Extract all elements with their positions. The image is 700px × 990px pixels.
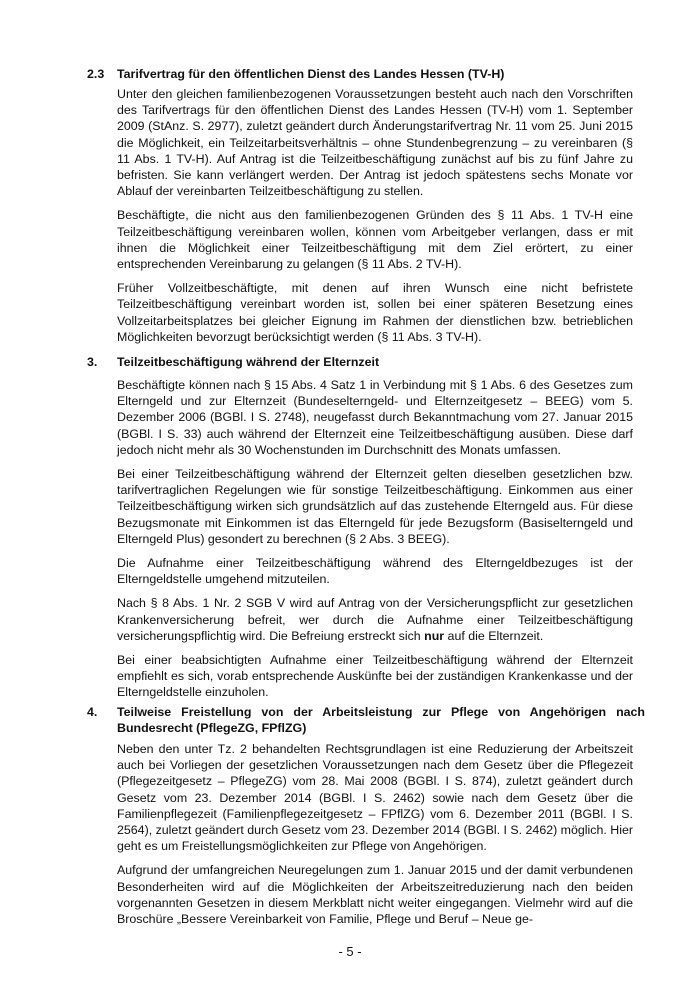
paragraph: Beschäftigte können nach § 15 Abs. 4 Satz 1 in Verbindung mit § 1 Abs. 6 des Gesetzes zum Elterngeld und zur Elternzeit (Bundeselterngeld- und Elternzeitgesetz – BEEG) vom 5. Dezember 2006 (BGBl. I S. 2748), neugefasst durch Bekanntmachung vom 27. Januar 2015 (BGBl. I S. 33) auch während der Elternzeit eine Teilzeitbeschäftigung ausüben. Diese darf jedoch nicht mehr als 30 Wochenstunden im Durchschnitt des Monats umfassen. [117, 378, 633, 457]
section-number: 2.3 [87, 67, 105, 81]
section-title: Teilweise Freistellung von der Arbeitsleistung zur Pflege von Angehörigen nach Bundesrecht (PflegeZG, FPflZG) [117, 705, 645, 736]
section-body-3 [117, 377, 633, 709]
section-body-2-3 [117, 86, 633, 353]
page-number: - 5 - [338, 944, 362, 959]
paragraph: Beschäftigte, die nicht aus den familienbezogenen Gründen des § 11 Abs. 1 TV-H eine Teilzeitbeschäftigung vereinbaren wollen, können vom Arbeitgeber verlangen, dass er mit ihnen die Möglichkeit einer Teilzeitbeschäftigung mit dem Ziel erörtert, zu einer entsprechenden Vereinbarung zu gelangen (§ 11 Abs. 2 TV-H). [117, 208, 633, 272]
paragraph-text: auf die Elternzeit. [444, 628, 544, 643]
section-title: Teilzeitbeschäftigung während der Elternzeit [117, 355, 380, 369]
paragraph: Bei einer Teilzeitbeschäftigung während der Elternzeit gelten dieselben gesetzlichen bzw. tarifvertraglichen Regelungen wie für sonstige Teilzeitbeschäftigung. Einkommen aus einer Teilzeitbeschäftigung wirken sich grundsätzlich auf das zustehende Elterngeld aus. Für diese Bezugsmonate mit Einkommen ist das Elterngeld für jede Bezugsform (Basiselterngeld und Elterngeld Plus) gesondert zu berechnen (§ 2 Abs. 3 BEEG). [117, 467, 633, 546]
section-body-4 [117, 741, 633, 935]
paragraph-befreiung [117, 595, 633, 644]
section-number: 3. [87, 355, 98, 369]
paragraph-text: Nach § 8 Abs. 1 Nr. 2 SGB V wird auf Antrag von der Versicherungspflicht zur gesetzlichen Krankenversicherung befreit, wer durch die Aufnahme einer Teilzeitbeschäftigung versicherungspflichtig wird. Die Befreiung erstreckt sich [117, 596, 633, 643]
paragraph: Aufgrund der umfangreichen Neuregelungen zum 1. Januar 2015 und der damit verbundenen Besonderheiten wird auf die Möglichkeiten der Arbeitszeitreduzierung nach den beiden vorgenannten Gesetzen in diesem Merkblatt nicht weiter eingegangen. Vielmehr wird auf die Broschüre „Bessere Vereinbarkeit von Familie, Pflege und Beruf – Neue ge- [117, 863, 633, 927]
paragraph: Unter den gleichen familienbezogenen Voraussetzungen besteht auch nach den Vorschriften des Tarifvertrags für den öffentlichen Dienst des Landes Hessen (TV-H) vom 1. September 2009 (StAnz. S. 2977), zuletzt geändert durch Änderungstarifvertrag Nr. 11 vom 25. Juni 2015 die Möglichkeit, ein Teilzeitarbeitsverhältnis – ohne Stundenbegrenzung – zu vereinbaren (§ 11 Abs. 1 TV-H). Auf Antrag ist die Teilzeitbeschäftigung zunächst auf bis zu fünf Jahre zu befristen. Sie kann verlängert werden. Der Antrag ist jedoch spätestens sechs Monate vor Ablauf der vereinbarten Teilzeitbeschäftigung zu stellen. [117, 87, 633, 199]
paragraph: Die Aufnahme einer Teilzeitbeschäftigung während des Elterngeldbezuges ist der Elterngeldstelle umgehend mitzuteilen. [117, 556, 633, 587]
paragraph: Bei einer beabsichtigten Aufnahme einer Teilzeitbeschäftigung während der Elternzeit empfiehlt es sich, vorab entsprechende Auskünfte bei der zuständigen Krankenkasse und der Elterngeldstelle einzuholen. [117, 653, 633, 700]
section-title: Tarifvertrag für den öffentlichen Dienst des Landes Hessen (TV-H) [117, 67, 505, 81]
emphasis-word: nur [424, 628, 445, 643]
section-number: 4. [87, 705, 98, 719]
paragraph: Früher Vollzeitbeschäftigte, mit denen auf ihren Wunsch eine nicht befristete Teilzeitbeschäftigung vereinbart worden ist, sollen bei einer späteren Besetzung eines Vollzeitarbeitsplatzes bei gleicher Eignung im Rahmen der dienstlichen bzw. betrieblichen Möglichkeiten bevorzugt berücksichtigt werden (§ 11 Abs. 3 TV-H). [117, 281, 633, 344]
paragraph: Neben den unter Tz. 2 behandelten Rechtsgrundlagen ist eine Reduzierung der Arbeitszeit auch bei Vorliegen der gesetzlichen Voraussetzungen nach dem Gesetz über die Pflegezeit (Pflegezeitgesetz – PflegeZG) vom 28. Mai 2008 (BGBl. I S. 874), zuletzt geändert durch Gesetz vom 23. Dezember 2014 (BGBl. I S. 2462) sowie nach dem Gesetz über die Familienpflegezeit (Familienpflegezeitgesetz – FPflZG) vom 6. Dezember 2011 (BGBl. I S. 2564), zuletzt geändert durch Gesetz vom 23. Dezember 2014 (BGBl. I S. 2462) möglich. Hier geht es um Freistellungsmöglichkeiten zur Pflege von Angehörigen. [117, 742, 633, 854]
